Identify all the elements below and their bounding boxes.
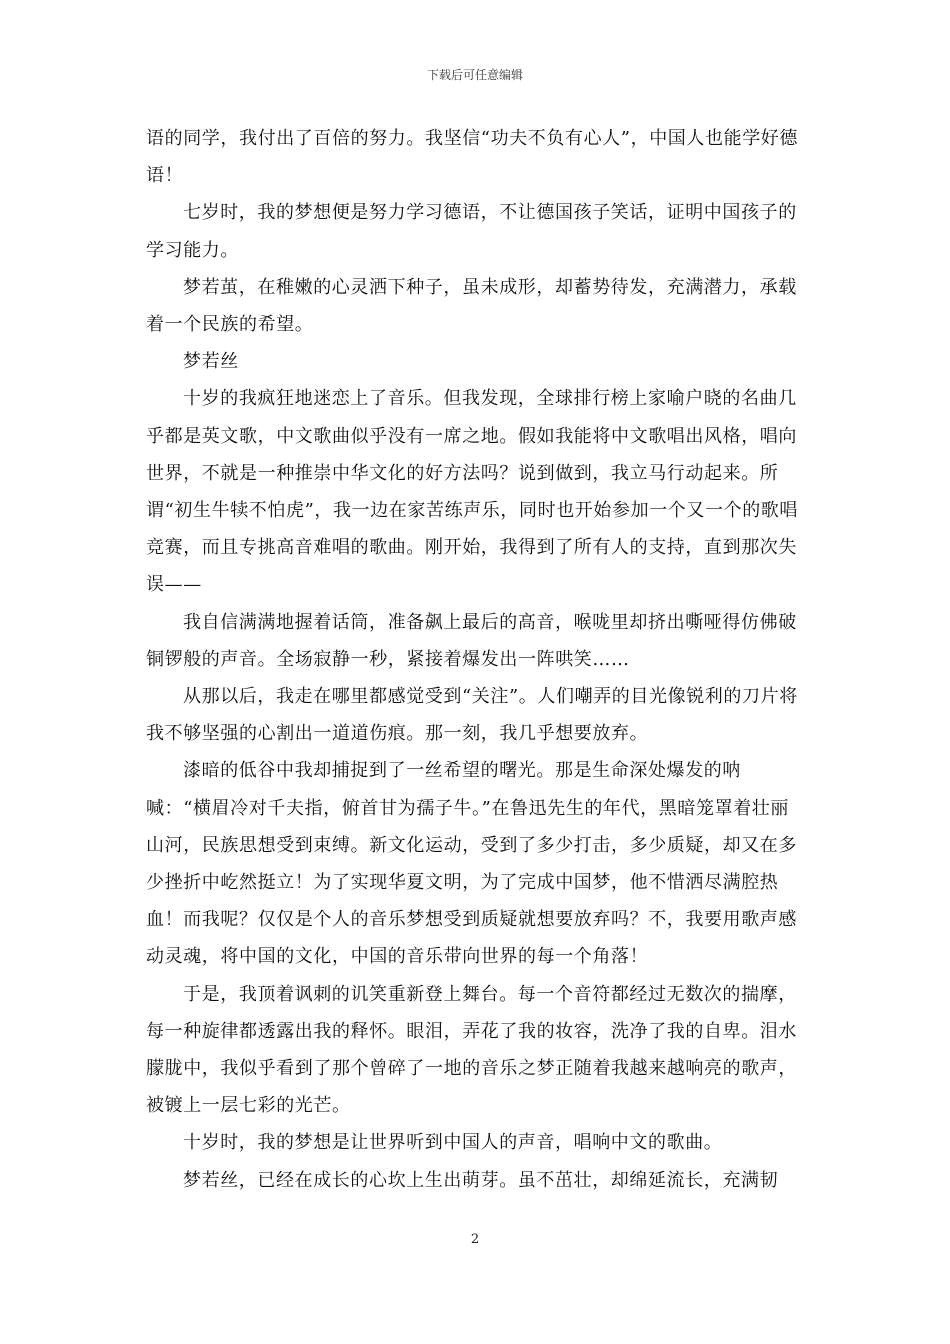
paragraph: 于是，我顶着讽刺的讥笑重新登上舞台。每一个音符都经过无数次的揣摩，每一种旋律都透露出我的释怀。眼泪，弄花了我的妆容，洗净了我的自卑。泪水朦胧中，我似乎看到了那个曾碎了一地的音乐之梦正随着我越来越响亮的歌声，被镀上一层七彩的光芒。: [146, 983, 797, 1117]
paragraph: 十岁的我疯狂地迷恋上了音乐。但我发现，全球排行榜上家喻户晓的名曲几乎都是英文歌，中文歌曲似乎没有一席之地。假如我能将中文歌唱出风格，唱向世界，不就是一种推崇中华文化的好方法吗？说到做到，我立马行动起来。所谓“初生牛犊不怕虎”，我一边在家苦练声乐，同时也开始参加一个又一个的歌唱竞赛，而且专挑高音难唱的歌曲。刚开始，我得到了所有人的支持，直到那次失误——: [146, 388, 799, 596]
document-body: [146, 120, 806, 1199]
section-heading: 梦若丝: [183, 351, 239, 373]
paragraph: 七岁时，我的梦想便是努力学习德语，不让德国孩子笑话，证明中国孩子的学习能力。: [146, 202, 797, 261]
paragraph: 梦若茧，在稚嫩的心灵洒下种子，虽未成形，却蓄势待发，充满潜力，承载着一个民族的希望。: [146, 276, 797, 336]
paragraph: 我自信满满地握着话筒，准备飙上最后的高音，喉咙里却挤出嘶哑得仿佛破铜锣般的声音。全场寂静一秒，紧接着爆发出一阵哄笑……: [146, 611, 797, 670]
page-number: 2: [470, 1232, 480, 1247]
paragraph: 漆暗的低谷中我却捕捉到了一丝希望的曙光。那是生命深处爆发的呐喊：“横眉冷对千夫指，俯首甘为孺子牛。”在鲁迅先生的年代，黑暗笼罩着壮丽山河，民族思想受到束缚。新文化运动，受到了多少打击，多少质疑，却又在多少挫折中屹然挺立！为了实现华夏文明，为了完成中国梦，他不惜洒尽满腔热血！而我呢？仅仅是个人的音乐梦想受到质疑就想要放弃吗？不，我要用歌声感动灵魂，将中国的文化，中国的音乐带向世界的每一个角落！: [146, 760, 797, 968]
page-header: 下载后可任意编辑: [426, 68, 523, 82]
paragraph: 从那以后，我走在哪里都感觉受到“关注”。人们嘲弄的目光像锐利的刀片将我不够坚强的心割出一道道伤痕。那一刻，我几乎想要放弃。: [146, 686, 798, 745]
paragraph: 语的同学，我付出了百倍的努力。我坚信“功夫不负有心人”，中国人也能学好德语！: [146, 128, 799, 187]
paragraph: 十岁时，我的梦想是让世界听到中国人的声音，唱响中文的歌曲。: [183, 1132, 723, 1154]
paragraph: 梦若丝，已经在成长的心坎上生出萌芽。虽不茁壮，却绵延流长，充满韧: [183, 1169, 779, 1191]
